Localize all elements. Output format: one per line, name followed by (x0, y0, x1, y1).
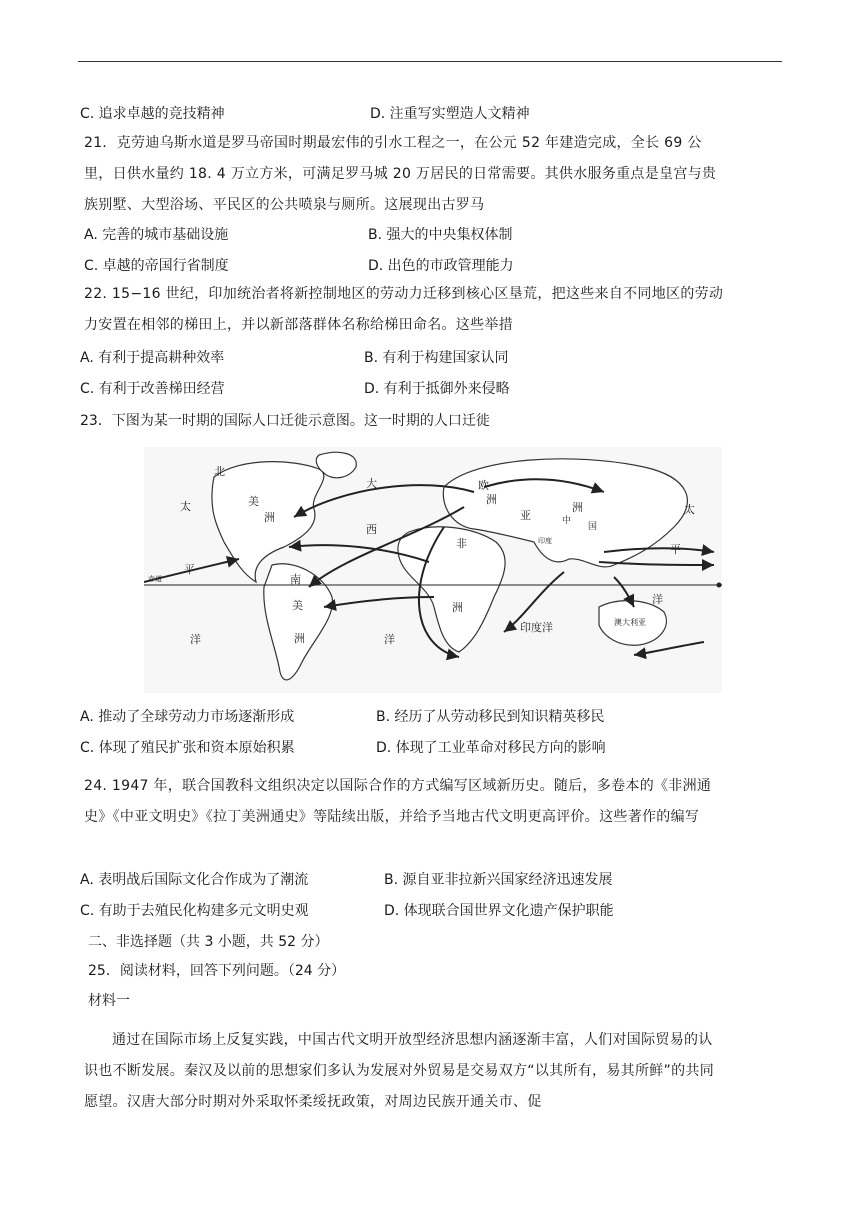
q21-option-a: A. 完善的城市基础设施 (84, 227, 229, 243)
q21-stem: 21．克劳迪乌斯水道是罗马帝国时期最宏伟的引水工程之一，在公元 52 年建造完成，全长 69 公里，日供水量约 18. 4 万立方米，可满足罗马城 20 万居民的日常需要。其供水服务重点是皇宫与贵族别墅、大型浴场、平民区的公共喷泉与厕所。这展现出古罗马 (84, 135, 717, 213)
q24-stem: 24. 1947 年，联合国教科文组织决定以国际合作的方式编写区域新历史。随后，多卷本的《非洲通史》《中亚文明史》《拉丁美洲通史》等陆续出版，并给予当地古代文明更高评价。这些著作的编写 (84, 778, 712, 825)
q24-option-d: D. 体现联合国世界文化遗产保护职能 (384, 903, 614, 919)
q21-option-d: D. 出色的市政管理能力 (368, 258, 514, 274)
label-fei: 非 (456, 537, 467, 550)
q24-option-b: B. 源自亚非拉新兴国家经济迅速发展 (384, 872, 613, 888)
label-mei-south: 美 (292, 599, 303, 612)
label-yang-left: 洋 (190, 633, 201, 646)
label-tai-left: 太 (180, 500, 191, 513)
label-yindu: 印度 (538, 537, 552, 545)
q22-option-b: B. 有利于构建国家认同 (364, 350, 509, 366)
label-bei: 北 (214, 465, 225, 478)
q23-stem: 23．下图为某一时期的国际人口迁徙示意图。这一时期的人口迁徙 (80, 413, 490, 429)
label-zhou-south: 洲 (294, 632, 305, 645)
label-guo: 国 (588, 522, 598, 532)
label-equator: 赤道 (148, 575, 162, 583)
q23-option-b: B. 经历了从劳动移民到知识精英移民 (376, 709, 605, 725)
q22-option-d: D. 有利于抵御外来侵略 (364, 381, 510, 397)
label-ping-left: 平 (184, 563, 195, 576)
label-yang-atlantic: 洋 (384, 633, 395, 646)
q23-option-c: C. 体现了殖民扩张和资本原始积累 (80, 740, 295, 756)
q24-option-c: C. 有助于去殖民化构建多元文明史观 (80, 903, 309, 919)
label-xi: 西 (366, 523, 377, 536)
label-indian-ocean: 印度洋 (520, 621, 553, 634)
migration-map (144, 447, 722, 693)
material-label: 材料一 (88, 993, 130, 1009)
label-zhou-europe: 洲 (486, 493, 497, 506)
header-rule (78, 61, 782, 62)
label-da: 大 (366, 477, 377, 490)
q21-option-c: C. 卓越的帝国行省制度 (84, 258, 229, 274)
label-australia: 澳大利亚 (614, 618, 646, 627)
label-ou: 欧 (478, 479, 489, 492)
prev-option-c: C. 追求卓越的竞技精神 (80, 106, 225, 122)
label-tai-right: 太 (684, 503, 695, 516)
material-text: 通过在国际市场上反复实践，中国古代文明开放型经济思想内涵逐渐丰富，人们对国际贸易的认识也不断发展。秦汉及以前的思想家们多认为发展对外贸易是交易双方“以其所有，易其所鲜”的共同愿望。汉唐大部分时期对外采取怀柔绥抚政策，对周边民族开通关市、促 (84, 1032, 715, 1110)
label-zhou-north: 洲 (264, 511, 275, 524)
q23-option-a: A. 推动了全球劳动力市场逐渐形成 (80, 709, 295, 725)
prev-option-d: D. 注重写实塑造人文精神 (370, 106, 530, 122)
label-mei-north: 美 (248, 495, 259, 508)
q22-option-c: C. 有利于改善梯田经营 (80, 381, 225, 397)
label-ping-right: 平 (670, 543, 681, 556)
q25-stem: 25．阅读材料，回答下列问题。（24 分） (88, 963, 346, 979)
label-zhou-asia: 洲 (572, 501, 583, 514)
label-ya: 亚 (520, 509, 531, 522)
q22-option-a: A. 有利于提高耕种效率 (80, 350, 225, 366)
label-zhou-africa: 洲 (452, 601, 463, 614)
q21-option-b: B. 强大的中央集权体制 (368, 227, 513, 243)
label-nan: 南 (290, 573, 301, 586)
q23-option-d: D. 体现了工业革命对移民方向的影响 (376, 740, 606, 756)
q22-stem: 22. 15−16 世纪，印加统治者将新控制地区的劳动力迁移到核心区垦荒，把这些来自不同地区的劳动力安置在相邻的梯田上，并以新部落群体名称给梯田命名。这些举措 (84, 286, 724, 333)
section-title: 二、非选择题（共 3 小题，共 52 分） (88, 934, 329, 950)
label-yang-right: 洋 (652, 593, 663, 606)
q24-option-a: A. 表明战后国际文化合作成为了潮流 (80, 872, 309, 888)
label-zhong: 中 (562, 516, 572, 526)
